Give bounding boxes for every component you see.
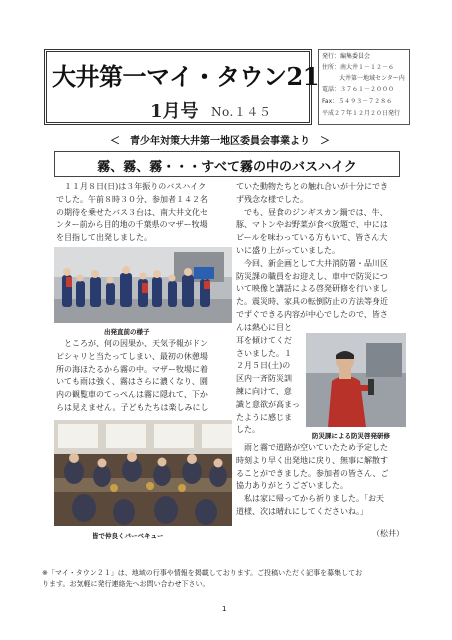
section-heading: ＜ 青少年対策大井第一地区委員会事業より ＞ [110, 136, 330, 147]
right-column-narrow-text: んは熱心に目と 耳を傾けてくだ さいました。１ ２月５日(土)の 区内一斉防災訓 練に向けて、意 識と意欲が高まっ たように感じま した。 [236, 323, 300, 435]
article-author: （松井） [372, 529, 404, 538]
left-column-para-2: ところが、何の因果か、天気予報がドン ピシャリと当たってしまい、最初の休憩場 所の海ほたるから霧の中。マザー牧場に着 いても雨は強く、霧はさらに濃くなり、園 内の観覧車のてっぺんは霧に隠れて、下か らは見えません。子どもたちは楽しみにし [56, 339, 209, 412]
photo-caption-departure: 出発直前の様子 [104, 328, 150, 336]
right-column-para-1: ていた動物たちとの触れ合いが十分にでき ず残念な様でした。 でも、昼食のジンギスカン鍋では、牛、 豚、マトンやお野菜が食べ放題で、中には ビールを味わっている方もいて、皆さん大 いに盛り上がっていました。 今回、新企画として大井消防署・品川区 防災課の職員をお迎えし、車中で防災につ いて映像と講話による啓発研修を行いまし た。震災時、家具の転倒防止の方法等身近 でずぐできる内容が中心でしたので、皆さ [236, 182, 388, 319]
phone: 電話：３７６１－２０００ [322, 86, 395, 93]
photo-caption-training: 防災課による防災啓発研修 [312, 432, 390, 440]
barbecue-photo [54, 420, 232, 526]
publisher-info-box [318, 49, 410, 125]
footer-note: ※「マイ・タウン２１」は、地域の行事や情報を掲載しております。ご投稿いただく記事を募集してお ります。お気軽に発行連絡先へお問い合わせ下さい。 [42, 569, 363, 588]
left-column-para-1: １１月８日(日)は３年振りのバスハイク でした。午前８時３０分、参加者１４２名 の期待を乗せたバス３台は、南大井文化セ ンター前から目的地の千葉県のマザー牧場 を目指して出発しました。 [56, 182, 208, 243]
article-headline: 霧、霧、霧・・・すべて霧の中のバスハイク [97, 160, 357, 175]
issue-month: 1月号 [150, 101, 199, 122]
issue-number: No.１４５ [211, 105, 272, 119]
address-line-2: 大井第一地域センター内 [339, 75, 405, 82]
departure-photo [54, 247, 232, 323]
issue-date: 平成２７年１２月２０日発行 [322, 110, 401, 117]
newsletter-title: 大井第一マイ・タウン21 [52, 62, 319, 91]
fax: Fax：５４９３－７２８６ [322, 98, 393, 105]
page-number: 1 [222, 605, 227, 613]
disaster-training-photo [306, 333, 406, 427]
photo-caption-barbecue: 皆で仲良くバーベキュー [92, 532, 164, 540]
issuer: 発行：編集委員会 [322, 53, 371, 60]
right-column-para-2: 雨と霧で道路が空いていたため予定した 時刻より早く出発地に戻り、無事に解散す ることができました。参加者の皆さん、ご 協力ありがとうございました。 私は家に帰ってから祈りました。「お天 道様、次は晴れにしてくださいね。」 [236, 443, 389, 516]
address-line-1: 住所：南大井１－１２－６ [322, 64, 395, 71]
